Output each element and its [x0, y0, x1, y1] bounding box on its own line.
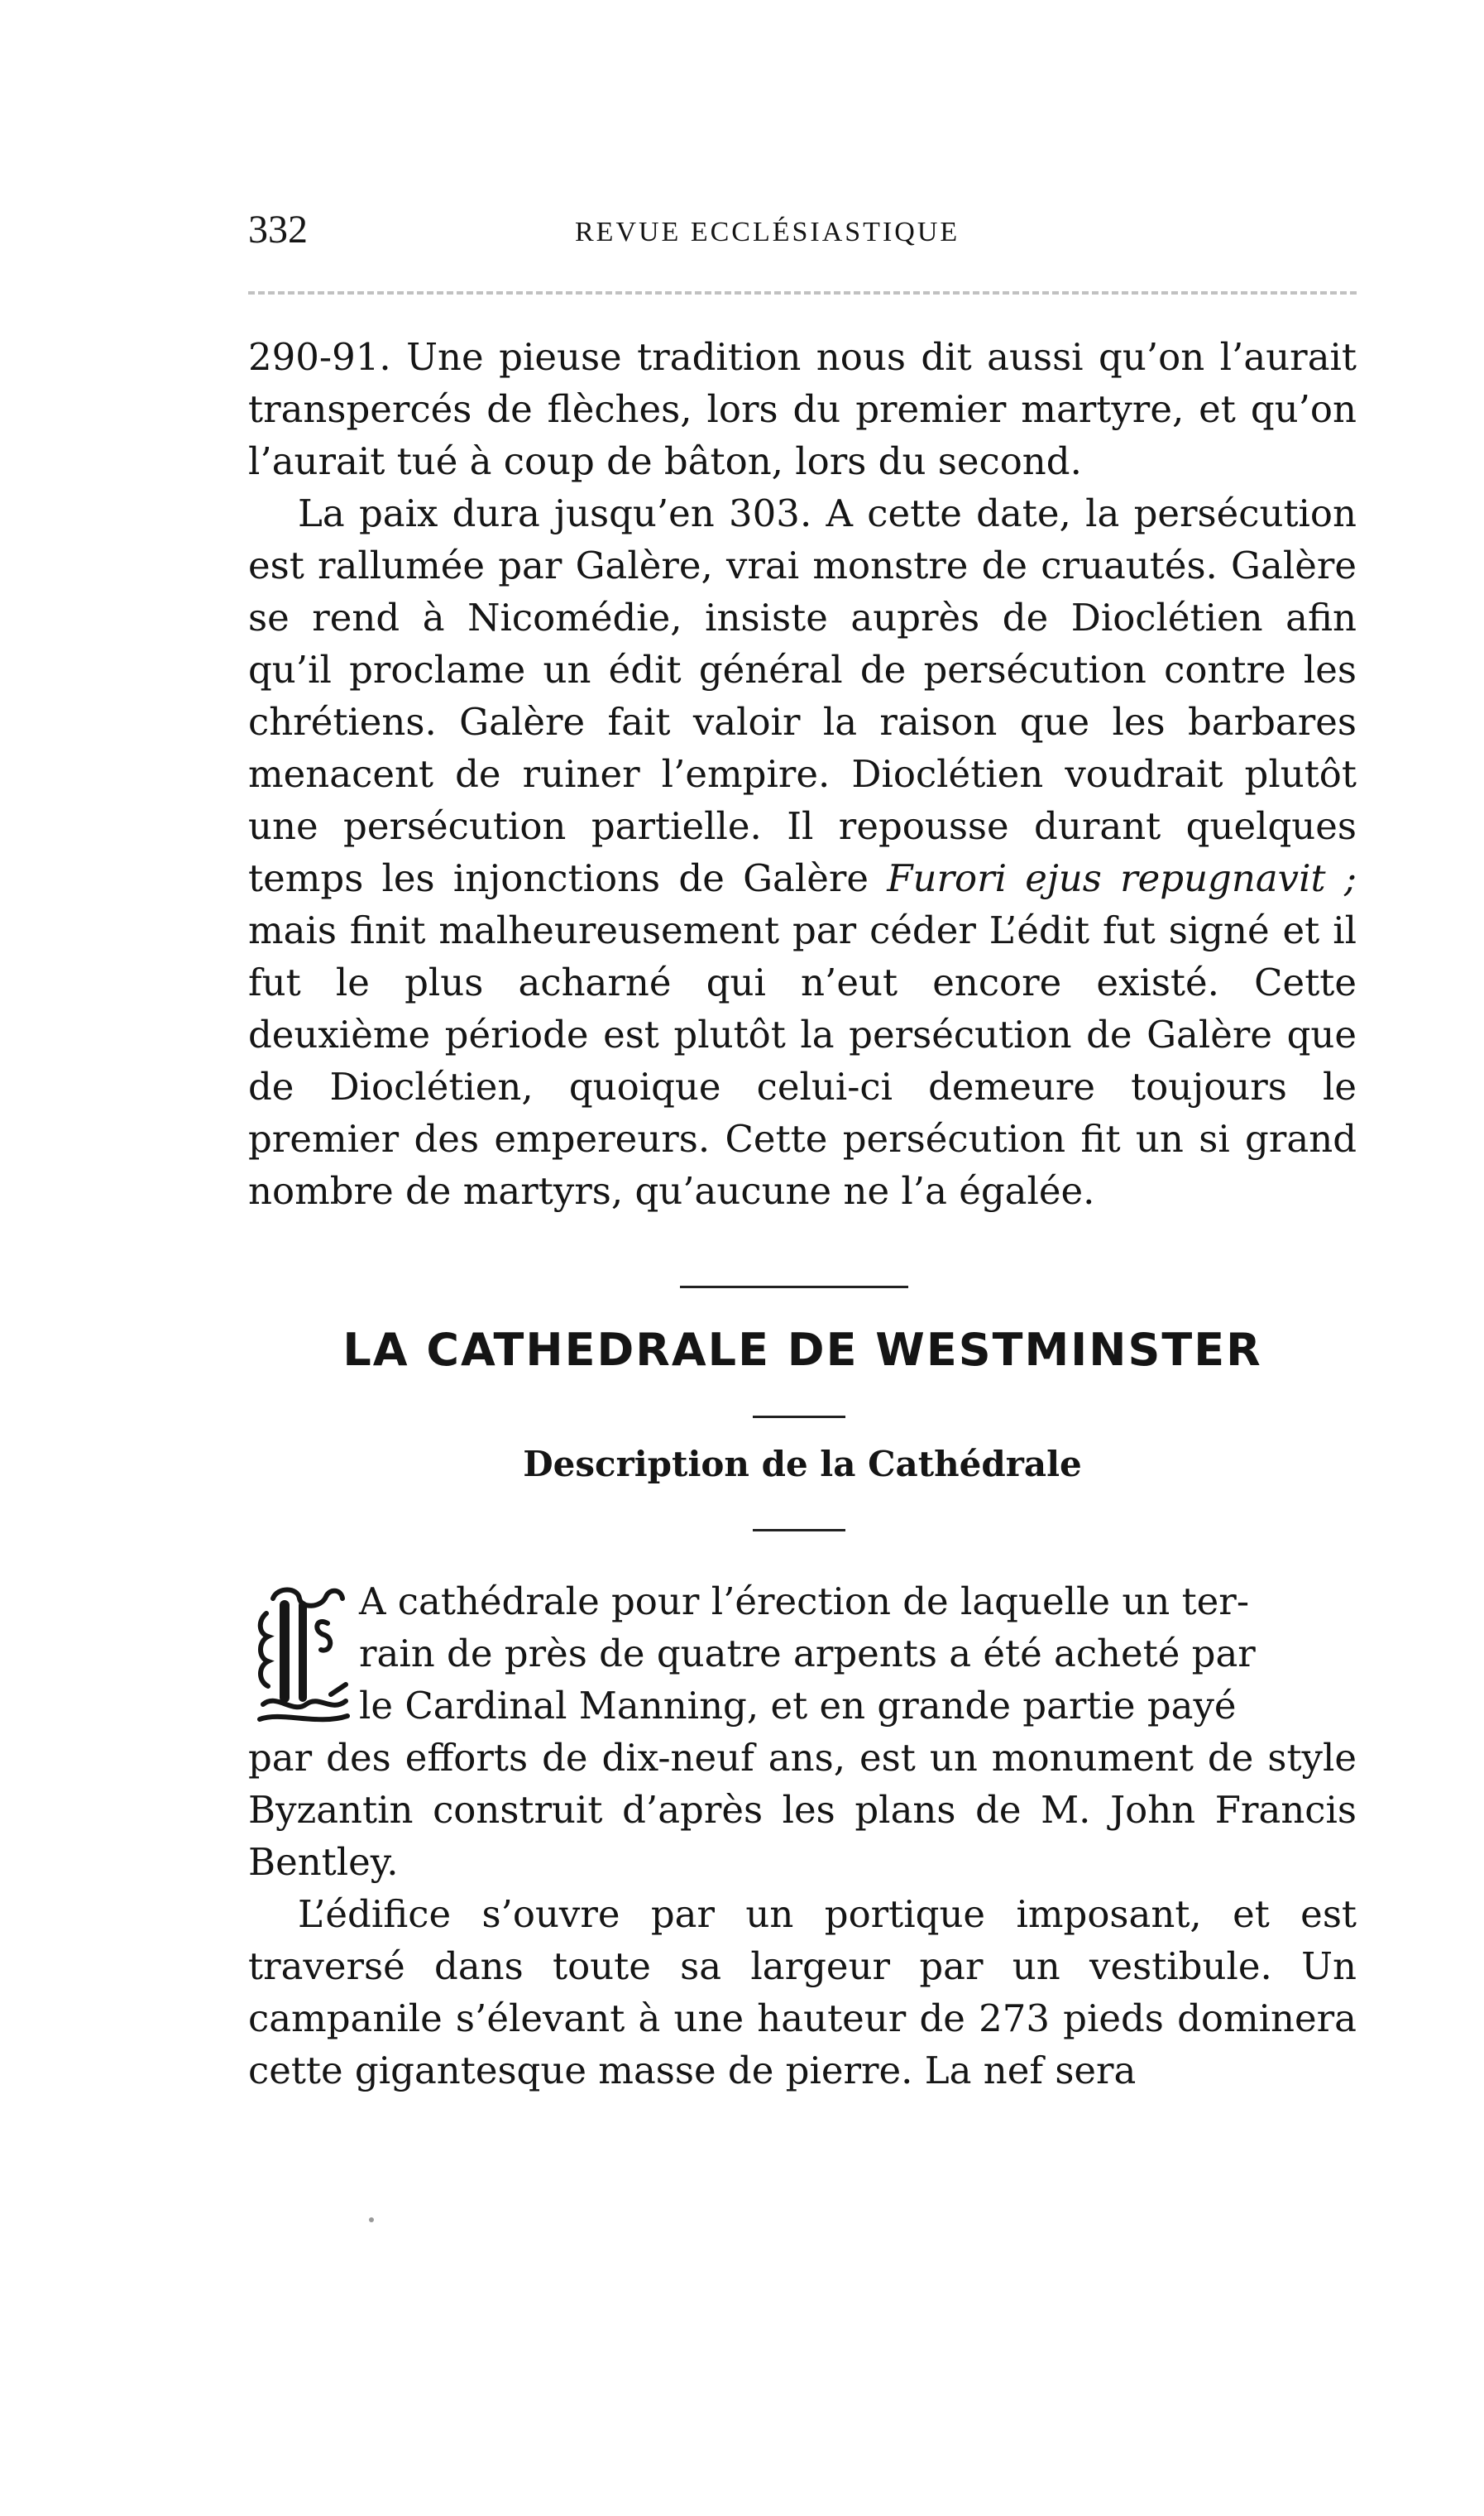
running-head — [248, 205, 1365, 263]
print-speck — [369, 2217, 374, 2222]
subtitle-divider — [753, 1529, 845, 1531]
lead-wrapped-lines — [359, 1575, 1357, 1732]
lead-line-2: rain de près de quatre arpents a été acheté par — [359, 1632, 1256, 1675]
lead-line-1: A cathédrale pour l’érection de laquelle un ter- — [359, 1579, 1250, 1623]
article-lead — [248, 1575, 1357, 2097]
paragraph-two — [248, 487, 1357, 1217]
lead-line-3: le Cardinal Manning, et en grande partie payé — [359, 1684, 1237, 1728]
article-subtitle: Description de la Cathédrale — [523, 1444, 1082, 1484]
section-divider — [680, 1286, 908, 1288]
section-one-text — [248, 331, 1357, 1217]
paragraph-two-text-b: mais finit malheureusement par céder L’édit fut signé et il fut le plus acharné qui n’eut encore existé. Cette deuxième période est plutôt la persécution de Galère que de Dioclétien, quoique celui-ci demeure toujours le premier des empereurs. Cette persécution fit un si grand nombre de martyrs, qu’aucune ne l’a égalée. — [248, 908, 1357, 1213]
paragraph-one: 290-91. Une pieuse tradition nous dit aussi qu’on l’aurait transpercés de flèches, lors du premier martyre, et qu’on l’aurait tué à coup de bâton, lors du second. — [248, 335, 1357, 483]
journal-title: REVUE ECCLÉSIASTIQUE — [575, 217, 960, 247]
lead-continuation: par des efforts de dix-neuf ans, est un monument de style Byzantin construit d’après les plans de M. John Francis Bentley. — [248, 1736, 1357, 1884]
latin-quotation: Furori ejus repugnavit ; — [887, 856, 1357, 900]
page-number: 332 — [248, 208, 308, 252]
article-title: LA CATHEDRALE DE WESTMINSTER — [342, 1324, 1262, 1376]
header-rule — [248, 291, 1357, 300]
paragraph-two-text-a: La paix dura jusqu’en 303. A cette date, la persécution est rallumée par Galère, vrai monstre de cruautés. Galère se rend à Nicomédie, insiste auprès de Dioclétien afin qu’il proclame un édit général de persécution contre les chrétiens. Galère fait valoir la raison que les barbares menacent de ruiner l’empire. Dioclétien voudrait plutôt une persécution partielle. Il repousse durant quelques temps les injonctions de Galère — [248, 491, 1357, 900]
article-paragraph-two: L’édifice s’ouvre par un portique imposant, et est traversé dans toute sa largeur par un vestibule. Un campanile s’élevant à une hauteur de 273 pieds dominera cette gigantesque masse de pierre. La nef sera — [248, 1892, 1357, 2092]
title-divider — [753, 1416, 845, 1418]
